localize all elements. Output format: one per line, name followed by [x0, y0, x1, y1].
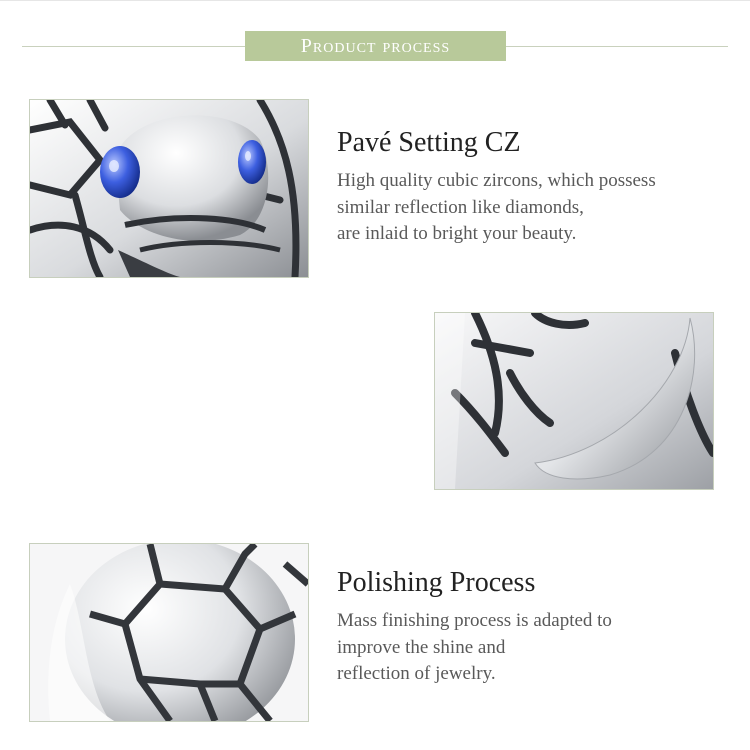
header-rule-right — [506, 46, 728, 47]
description-line: are inlaid to bright your beauty. — [337, 223, 577, 244]
description-line: High quality cubic zircons, which possess — [337, 170, 656, 191]
top-divider — [0, 0, 750, 1]
description-line: reflection of jewelry. — [337, 663, 496, 684]
feature-title: Polishing Process — [337, 567, 536, 598]
product-photo-crescent-detail — [434, 312, 714, 490]
section-header: Product process — [245, 31, 506, 61]
feature-pave-setting — [337, 126, 656, 248]
description-line: improve the shine and — [337, 636, 506, 658]
product-photo-polished-shell — [29, 543, 309, 722]
description-line: Mass finishing process is adapted to — [337, 610, 612, 631]
feature-title: Pavé Setting CZ — [337, 127, 521, 158]
header-rule-left — [22, 46, 245, 47]
feature-description — [337, 168, 656, 248]
feature-polishing-process — [337, 566, 612, 688]
description-line: similar reflection like diamonds, — [337, 196, 584, 218]
product-photo-stone-eyes — [29, 99, 309, 278]
feature-description — [337, 608, 612, 688]
